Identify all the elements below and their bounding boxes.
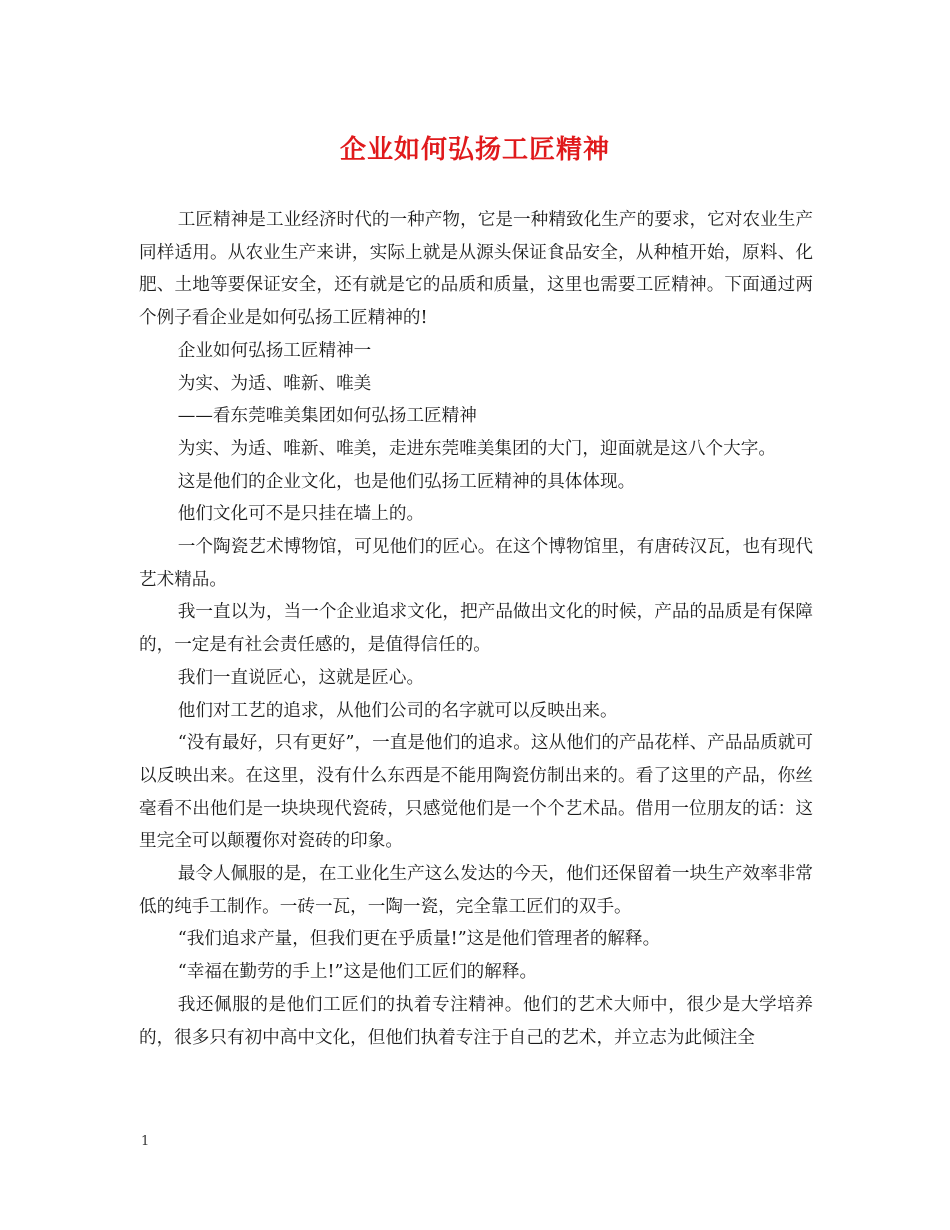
paragraph: “没有最好，只有更好”，一直是他们的追求。这从他们的产品花样、产品品质就可以反映出来。在这里，没有什么东西是不能用陶瓷仿制出来的。看了这里的产品，你丝毫看不出他们是一块块现代瓷砖，只感觉他们是一个个艺术品。借用一位朋友的话：这里完全可以颠覆你对瓷砖的印象。 [139,733,813,852]
paragraph: 他们对工艺的追求，从他们公司的名字就可以反映出来。 [177,700,618,721]
paragraph: “我们追求产量，但我们更在乎质量!”这是他们管理者的解释。 [177,929,661,950]
paragraph: 我们一直说匠心，这就是匠心。 [177,667,425,688]
paragraph: 这是他们的企业文化，也是他们弘扬工匠精神的具体体现。 [177,471,636,492]
paragraph: 工匠精神是工业经济时代的一种产物，它是一种精致化生产的要求，它对农业生产同样适用。从农业生产来讲，实际上就是从源头保证食品安全，从种植开始，原料、化肥、土地等要保证安全，还有就是它的品质和质量，这里也需要工匠精神。下面通过两个例子看企业是如何弘扬工匠精神的! [139,210,813,329]
page-number: 1 [141,1134,150,1149]
paragraph: 最令人佩服的是，在工业化生产这么发达的今天，他们还保留着一块生产效率非常低的纯手工制作。一砖一瓦，一陶一瓷，完全靠工匠们的双手。 [139,864,813,917]
document-body [139,204,813,1054]
paragraph: 为实、为适、唯新、唯美 [177,373,372,394]
paragraph: 为实、为适、唯新、唯美，走进东莞唯美集团的大门，迎面就是这八个大字。 [177,438,776,459]
paragraph: 他们文化可不是只挂在墙上的。 [177,504,425,525]
paragraph: “幸福在勤劳的手上!”这是他们工匠们的解释。 [177,962,538,983]
document-title: 企业如何弘扬工匠精神 [339,135,610,165]
paragraph: ——看东莞唯美集团如何弘扬工匠精神 [177,406,477,427]
paragraph: 我一直以为，当一个企业追求文化，把产品做出文化的时候，产品的品质是有保障的，一定是有社会责任感的，是值得信任的。 [139,602,813,656]
paragraph: 我还佩服的是他们工匠们的执着专注精神。他们的艺术大师中，很少是大学培养的，很多只有初中高中文化，但他们执着专注于自己的艺术，并立志为此倾注全 [139,994,813,1048]
paragraph: 一个陶瓷艺术博物馆，可见他们的匠心。在这个博物馆里，有唐砖汉瓦，也有现代艺术精品。 [139,537,813,590]
paragraph: 企业如何弘扬工匠精神一 [177,340,372,361]
